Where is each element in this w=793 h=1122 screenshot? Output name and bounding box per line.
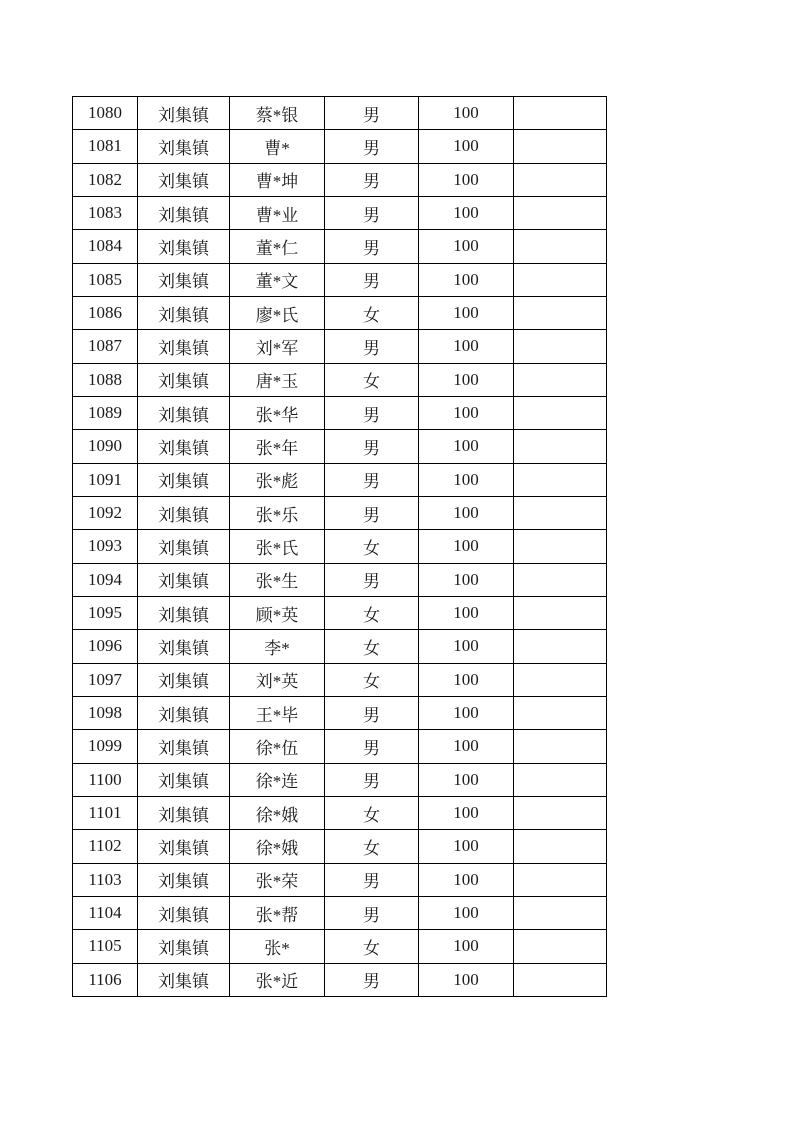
- cell-gender: 男: [325, 696, 419, 729]
- cell-empty: [514, 396, 607, 429]
- cell-town: 刘集镇: [138, 296, 230, 329]
- cell-empty: [514, 363, 607, 396]
- cell-serial-number: 1099: [73, 730, 138, 763]
- cell-gender: 女: [325, 296, 419, 329]
- cell-name: 王*毕: [230, 696, 325, 729]
- cell-serial-number: 1106: [73, 963, 138, 996]
- cell-name: 张*氏: [230, 530, 325, 563]
- cell-town: 刘集镇: [138, 563, 230, 596]
- cell-town: 刘集镇: [138, 163, 230, 196]
- cell-serial-number: 1086: [73, 296, 138, 329]
- cell-empty: [514, 730, 607, 763]
- cell-name: 董*仁: [230, 230, 325, 263]
- records-table-body: [73, 97, 607, 997]
- cell-name: 张*年: [230, 430, 325, 463]
- cell-name: 董*文: [230, 263, 325, 296]
- cell-empty: [514, 330, 607, 363]
- cell-gender: 男: [325, 396, 419, 429]
- cell-gender: 男: [325, 97, 419, 130]
- cell-amount: 100: [419, 463, 514, 496]
- cell-amount: 100: [419, 696, 514, 729]
- cell-amount: 100: [419, 596, 514, 629]
- cell-name: 徐*连: [230, 763, 325, 796]
- cell-empty: [514, 196, 607, 229]
- cell-gender: 男: [325, 263, 419, 296]
- cell-empty: [514, 963, 607, 996]
- cell-amount: 100: [419, 130, 514, 163]
- table-row: [73, 863, 607, 896]
- cell-serial-number: 1084: [73, 230, 138, 263]
- table-row: [73, 630, 607, 663]
- cell-town: 刘集镇: [138, 363, 230, 396]
- table-row: [73, 296, 607, 329]
- cell-name: 曹*业: [230, 196, 325, 229]
- cell-empty: [514, 97, 607, 130]
- cell-gender: 女: [325, 830, 419, 863]
- cell-amount: 100: [419, 163, 514, 196]
- cell-name: 曹*坤: [230, 163, 325, 196]
- cell-gender: 女: [325, 796, 419, 829]
- cell-serial-number: 1088: [73, 363, 138, 396]
- table-row: [73, 696, 607, 729]
- cell-town: 刘集镇: [138, 230, 230, 263]
- cell-town: 刘集镇: [138, 696, 230, 729]
- cell-name: 张*: [230, 930, 325, 963]
- cell-name: 张*生: [230, 563, 325, 596]
- cell-amount: 100: [419, 530, 514, 563]
- table-row: [73, 363, 607, 396]
- table-row: [73, 163, 607, 196]
- cell-empty: [514, 896, 607, 929]
- cell-empty: [514, 663, 607, 696]
- cell-serial-number: 1095: [73, 596, 138, 629]
- cell-town: 刘集镇: [138, 130, 230, 163]
- cell-amount: 100: [419, 896, 514, 929]
- cell-empty: [514, 930, 607, 963]
- table-row: [73, 796, 607, 829]
- cell-name: 曹*: [230, 130, 325, 163]
- cell-amount: 100: [419, 296, 514, 329]
- cell-name: 蔡*银: [230, 97, 325, 130]
- cell-gender: 男: [325, 896, 419, 929]
- cell-empty: [514, 163, 607, 196]
- cell-serial-number: 1104: [73, 896, 138, 929]
- cell-town: 刘集镇: [138, 896, 230, 929]
- cell-empty: [514, 830, 607, 863]
- cell-name: 张*乐: [230, 496, 325, 529]
- cell-name: 徐*伍: [230, 730, 325, 763]
- table-row: [73, 663, 607, 696]
- cell-name: 唐*玉: [230, 363, 325, 396]
- cell-name: 刘*军: [230, 330, 325, 363]
- cell-name: 张*彪: [230, 463, 325, 496]
- cell-amount: 100: [419, 830, 514, 863]
- table-row: [73, 196, 607, 229]
- cell-empty: [514, 130, 607, 163]
- cell-serial-number: 1098: [73, 696, 138, 729]
- cell-name: 徐*娥: [230, 796, 325, 829]
- cell-empty: [514, 530, 607, 563]
- cell-gender: 女: [325, 596, 419, 629]
- cell-amount: 100: [419, 930, 514, 963]
- cell-empty: [514, 630, 607, 663]
- cell-gender: 男: [325, 430, 419, 463]
- cell-gender: 男: [325, 730, 419, 763]
- table-row: [73, 396, 607, 429]
- cell-gender: 女: [325, 363, 419, 396]
- cell-town: 刘集镇: [138, 330, 230, 363]
- cell-town: 刘集镇: [138, 730, 230, 763]
- cell-gender: 女: [325, 663, 419, 696]
- cell-amount: 100: [419, 796, 514, 829]
- cell-serial-number: 1103: [73, 863, 138, 896]
- table-row: [73, 896, 607, 929]
- table-row: [73, 230, 607, 263]
- cell-gender: 男: [325, 463, 419, 496]
- table-row: [73, 463, 607, 496]
- cell-amount: 100: [419, 330, 514, 363]
- cell-gender: 男: [325, 230, 419, 263]
- table-row: [73, 430, 607, 463]
- cell-empty: [514, 563, 607, 596]
- cell-serial-number: 1094: [73, 563, 138, 596]
- cell-gender: 女: [325, 630, 419, 663]
- cell-gender: 女: [325, 930, 419, 963]
- cell-gender: 女: [325, 530, 419, 563]
- cell-amount: 100: [419, 630, 514, 663]
- table-row: [73, 530, 607, 563]
- cell-empty: [514, 763, 607, 796]
- cell-serial-number: 1100: [73, 763, 138, 796]
- cell-town: 刘集镇: [138, 463, 230, 496]
- cell-town: 刘集镇: [138, 863, 230, 896]
- table-row: [73, 563, 607, 596]
- cell-town: 刘集镇: [138, 796, 230, 829]
- table-row: [73, 930, 607, 963]
- cell-empty: [514, 596, 607, 629]
- cell-serial-number: 1101: [73, 796, 138, 829]
- table-row: [73, 130, 607, 163]
- cell-gender: 男: [325, 163, 419, 196]
- cell-gender: 男: [325, 496, 419, 529]
- cell-serial-number: 1097: [73, 663, 138, 696]
- cell-gender: 男: [325, 863, 419, 896]
- cell-gender: 男: [325, 763, 419, 796]
- cell-serial-number: 1089: [73, 396, 138, 429]
- table-row: [73, 730, 607, 763]
- cell-town: 刘集镇: [138, 396, 230, 429]
- cell-empty: [514, 230, 607, 263]
- cell-serial-number: 1093: [73, 530, 138, 563]
- cell-serial-number: 1083: [73, 196, 138, 229]
- cell-amount: 100: [419, 730, 514, 763]
- cell-gender: 男: [325, 963, 419, 996]
- cell-amount: 100: [419, 263, 514, 296]
- table-row: [73, 596, 607, 629]
- cell-empty: [514, 496, 607, 529]
- table-row: [73, 763, 607, 796]
- cell-gender: 男: [325, 330, 419, 363]
- cell-gender: 男: [325, 563, 419, 596]
- cell-town: 刘集镇: [138, 97, 230, 130]
- cell-serial-number: 1090: [73, 430, 138, 463]
- cell-town: 刘集镇: [138, 830, 230, 863]
- cell-town: 刘集镇: [138, 263, 230, 296]
- cell-serial-number: 1082: [73, 163, 138, 196]
- cell-amount: 100: [419, 97, 514, 130]
- table-row: [73, 963, 607, 996]
- cell-name: 刘*英: [230, 663, 325, 696]
- cell-amount: 100: [419, 763, 514, 796]
- cell-amount: 100: [419, 496, 514, 529]
- cell-amount: 100: [419, 230, 514, 263]
- cell-town: 刘集镇: [138, 496, 230, 529]
- cell-empty: [514, 430, 607, 463]
- cell-empty: [514, 696, 607, 729]
- cell-serial-number: 1081: [73, 130, 138, 163]
- cell-gender: 男: [325, 196, 419, 229]
- cell-name: 徐*娥: [230, 830, 325, 863]
- cell-amount: 100: [419, 563, 514, 596]
- table-row: [73, 97, 607, 130]
- cell-serial-number: 1096: [73, 630, 138, 663]
- cell-empty: [514, 863, 607, 896]
- cell-amount: 100: [419, 663, 514, 696]
- cell-name: 张*帮: [230, 896, 325, 929]
- cell-serial-number: 1092: [73, 496, 138, 529]
- cell-name: 顾*英: [230, 596, 325, 629]
- cell-amount: 100: [419, 430, 514, 463]
- cell-gender: 男: [325, 130, 419, 163]
- cell-empty: [514, 263, 607, 296]
- cell-name: 张*华: [230, 396, 325, 429]
- cell-serial-number: 1105: [73, 930, 138, 963]
- cell-town: 刘集镇: [138, 530, 230, 563]
- cell-amount: 100: [419, 863, 514, 896]
- cell-name: 张*荣: [230, 863, 325, 896]
- table-row: [73, 496, 607, 529]
- cell-amount: 100: [419, 196, 514, 229]
- table-row: [73, 830, 607, 863]
- cell-town: 刘集镇: [138, 630, 230, 663]
- cell-town: 刘集镇: [138, 596, 230, 629]
- cell-serial-number: 1102: [73, 830, 138, 863]
- cell-town: 刘集镇: [138, 763, 230, 796]
- cell-name: 李*: [230, 630, 325, 663]
- cell-amount: 100: [419, 396, 514, 429]
- cell-town: 刘集镇: [138, 663, 230, 696]
- cell-serial-number: 1091: [73, 463, 138, 496]
- cell-empty: [514, 463, 607, 496]
- cell-town: 刘集镇: [138, 430, 230, 463]
- cell-serial-number: 1085: [73, 263, 138, 296]
- cell-amount: 100: [419, 363, 514, 396]
- records-table: [72, 96, 607, 997]
- cell-name: 张*近: [230, 963, 325, 996]
- cell-serial-number: 1087: [73, 330, 138, 363]
- cell-serial-number: 1080: [73, 97, 138, 130]
- cell-amount: 100: [419, 963, 514, 996]
- cell-empty: [514, 796, 607, 829]
- cell-town: 刘集镇: [138, 196, 230, 229]
- cell-town: 刘集镇: [138, 930, 230, 963]
- cell-town: 刘集镇: [138, 963, 230, 996]
- cell-empty: [514, 296, 607, 329]
- cell-name: 廖*氏: [230, 296, 325, 329]
- table-row: [73, 330, 607, 363]
- table-row: [73, 263, 607, 296]
